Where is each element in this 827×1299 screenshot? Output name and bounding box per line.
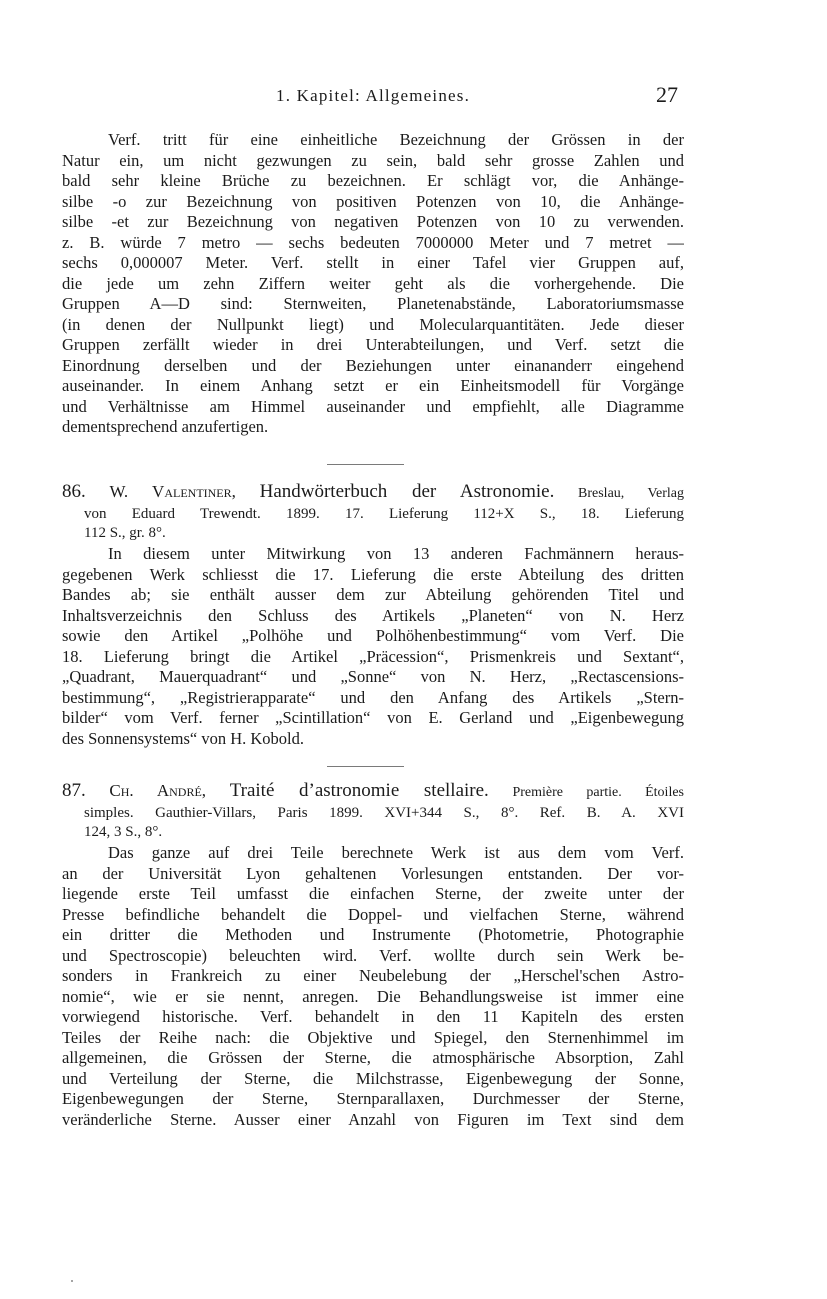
text-line: Eigenbewegungen der Sterne, Sternparallaxen, Durchmesser der Sterne, xyxy=(62,1089,684,1108)
entry-title: Traité d’astronomie stellaire. xyxy=(229,780,489,801)
text-line: sowie den Artikel „Polhöhe und Polhöhenbestimmung“ vom Verf. Die xyxy=(62,626,684,645)
text-line: vorwiegend historische. Verf. behandelt in den 11 Kapiteln des ersten xyxy=(62,1007,684,1026)
running-title: 1. Kapitel: Allgemeines. xyxy=(276,86,471,105)
entry-author: Ch. André, xyxy=(109,781,207,800)
entry-heading-line: von Eduard Trewendt. 1899. 17. Lieferung 112+X S., 18. Lieferung xyxy=(84,506,684,522)
entry-title: Handwörterbuch der Astronomie. xyxy=(259,481,555,502)
entry-heading-line: simples. Gauthier-Villars, Paris 1899. XVI+344 S., 8°. Ref. B. A. XVI xyxy=(84,805,684,821)
text-line: an der Universität Lyon gehaltenen Vorlesungen entstanden. Der vor- xyxy=(62,863,684,883)
text-line: silbe -o zur Bezeichnung von positiven Potenzen von 10, die Anhänge- xyxy=(62,191,684,211)
text-line: und Verteilung der Sterne, die Milchstrasse, Eigenbewegung der Sonne, xyxy=(62,1068,684,1088)
page-number: 27 xyxy=(656,82,678,107)
text-line: Inhaltsverzeichnis den Schluss des Artikels „Planeten“ von N. Herz xyxy=(62,605,684,625)
text-line: des Sonnensystems“ von H. Kobold. xyxy=(62,728,304,748)
text-line: dementsprechend anzufertigen. xyxy=(62,417,269,436)
text-line: bald sehr kleine Brüche zu bezeichnen. Er schlägt vor, die Anhänge- xyxy=(62,171,684,190)
text-line: und Spectroscopie) beleuchten wird. Verf. wollte durch sein Werk be- xyxy=(62,945,684,965)
text-line: 18. Lieferung bringt die Artikel „Präcession“, Prismenkreis und Sextant“, xyxy=(62,646,684,666)
text-line: (in denen der Nullpunkt liegt) und Molecularquantitäten. Jede dieser xyxy=(62,314,684,334)
text-line: allgemeinen, die Grössen der Sterne, die atmosphärische Absorption, Zahl xyxy=(62,1048,684,1067)
text-line: Gruppen A—D sind: Sternweiten, Planetenabstände, Laboratoriumsmasse xyxy=(62,294,684,313)
text-line: und Verhältnisse am Himmel auseinander und empfiehlt, alle Diagramme xyxy=(62,396,684,416)
entry-87-heading xyxy=(62,780,684,842)
text-line: ein dritter die Methoden und Instrumente (Photometrie, Photographie xyxy=(62,925,684,944)
text-line: die jede um zehn Ziffern weiter geht als die vorhergehende. Die xyxy=(62,273,684,293)
intro-paragraph xyxy=(62,130,684,438)
text-line: veränderliche Sterne. Ausser einer Anzahl von Figuren im Text sind dem xyxy=(62,1109,684,1129)
text-line: Teiles der Reihe nach: die Objektive und Spiegel, den Sternenhimmel im xyxy=(62,1027,684,1047)
text-line: Verf. tritt für eine einheitliche Bezeichnung der Grössen in der xyxy=(108,130,684,149)
entry-heading-line xyxy=(62,481,684,505)
entry-87-body xyxy=(62,843,684,1130)
section-divider xyxy=(327,464,404,465)
entry-number: 87. xyxy=(62,780,86,801)
text-line: auseinander. In einem Anhang setzt er ein Einheitsmodell für Vorgänge xyxy=(62,376,684,395)
text-line: nomie“, wie er sie nennt, anregen. Die Behandlungsweise ist immer eine xyxy=(62,986,684,1006)
page-header xyxy=(0,82,827,110)
text-line: silbe -et zur Bezeichnung von negativen Potenzen von 10 zu verwenden. xyxy=(62,212,684,231)
text-line: „Quadrant, Mauerquadrant“ und „Sonne“ von N. Herz, „Rectascensions- xyxy=(62,667,684,686)
entry-86-body xyxy=(62,544,684,749)
text-line: Natur ein, um nicht gezwungen zu sein, bald sehr grosse Zahlen und xyxy=(62,150,684,170)
text-line: gegebenen Werk schliesst die 17. Lieferung die erste Abteilung des dritten xyxy=(62,564,684,584)
scan-speck xyxy=(71,1280,73,1282)
text-line: bestimmung“, „Registrierapparate“ und den Anfang des Artikels „Stern- xyxy=(62,687,684,707)
text-line: Das ganze auf drei Teile berechnete Werk ist aus dem vom Verf. xyxy=(108,843,684,862)
entry-number: 86. xyxy=(62,481,86,502)
text-line: Bandes ab; sie enthält ausser dem zur Abteilung gehörenden Titel und xyxy=(62,585,684,604)
entry-publisher: Breslau, Verlag xyxy=(578,486,684,501)
text-line: sonders in Frankreich zu einer Neubelebung der „Herschel'schen Astro- xyxy=(62,966,684,985)
entry-heading-line: 112 S., gr. 8°. xyxy=(84,525,166,541)
entry-heading-line: 124, 3 S., 8°. xyxy=(84,824,163,840)
section-divider xyxy=(327,766,404,767)
text-line: Presse befindliche behandelt die Doppel- und vielfachen Sterne, während xyxy=(62,904,684,924)
entry-author: W. Valentiner, xyxy=(109,482,236,501)
entry-heading-line xyxy=(62,780,684,804)
text-line: Einordnung derselben und der Beziehungen unter einananderr eingehend xyxy=(62,355,684,375)
text-line: bilder“ vom Verf. ferner „Scintillation“ von E. Gerland und „Eigenbewegung xyxy=(62,708,684,727)
text-line: In diesem unter Mitwirkung von 13 anderen Fachmännern heraus- xyxy=(108,544,684,563)
entry-publisher: Première partie. Étoiles xyxy=(512,785,684,800)
text-line: liegende erste Teil umfasst die einfachen Sterne, der zweite unter der xyxy=(62,884,684,903)
text-line: sechs 0,000007 Meter. Verf. stellt in einer Tafel vier Gruppen auf, xyxy=(62,253,684,272)
entry-86-heading xyxy=(62,481,684,543)
text-line: z. B. würde 7 metro — sechs bedeuten 7000000 Meter und 7 metret — xyxy=(62,232,684,252)
text-line: Gruppen zerfällt wieder in drei Unterabteilungen, und Verf. setzt die xyxy=(62,335,684,354)
